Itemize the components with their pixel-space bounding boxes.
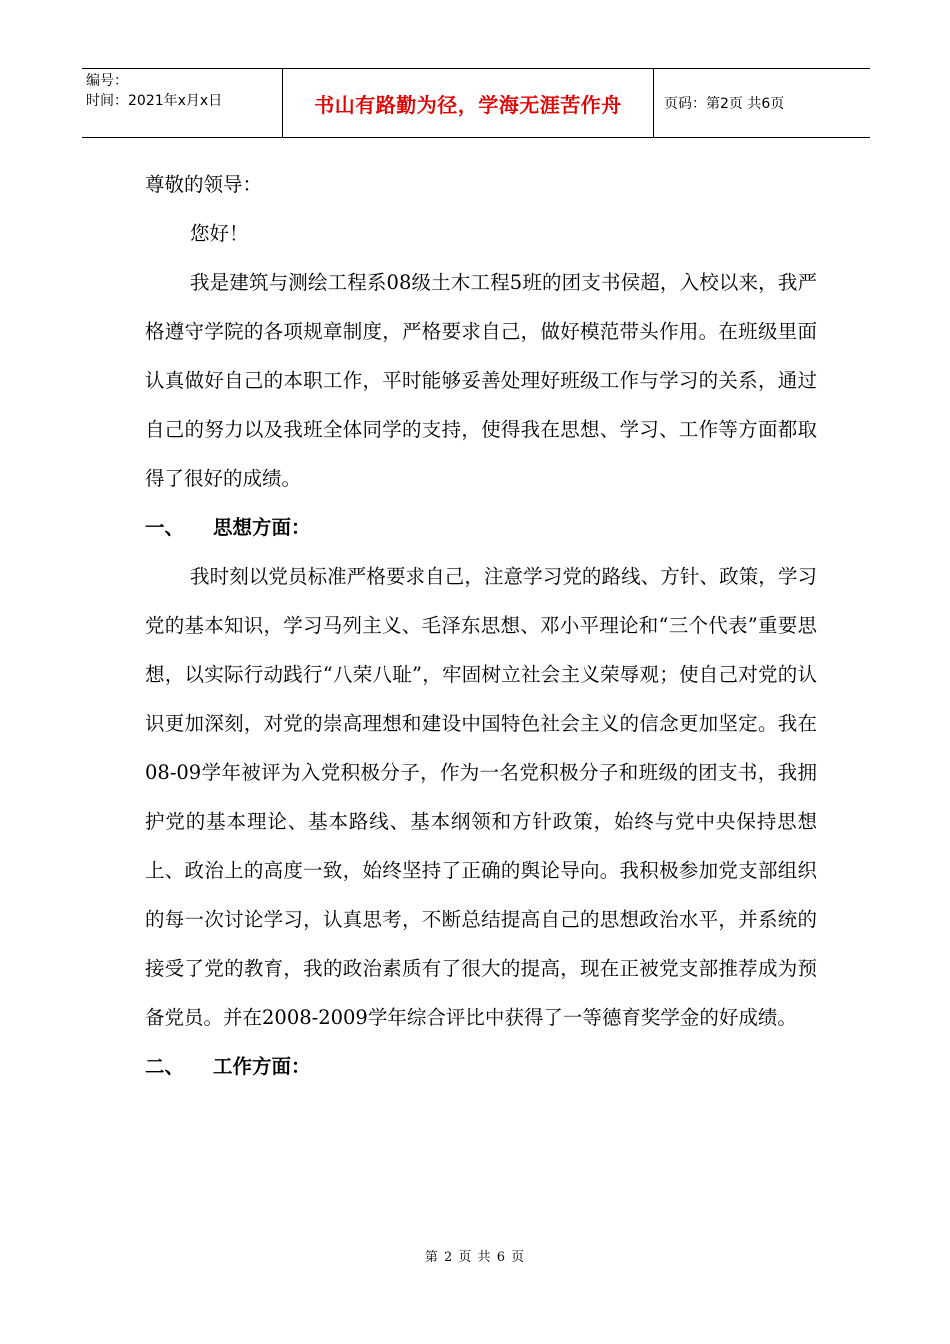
header-time-label: 时间：2021年x月x日 bbox=[86, 93, 223, 109]
section-number: 二、 bbox=[145, 1055, 185, 1078]
intro-paragraph: 我是建筑与测绘工程系08级土木工程5班的团支书侯超，入校以来，我严格遵守学院的各项规章制度，严格要求自己，做好模范带头作用。在班级里面认真做好自己的本职工作，平时能够妥善处理好班级工作与学习的关系，通过自己的努力以及我班全体同学的支持，使得我在思想、学习、工作等方面都取得了很好的成绩。 bbox=[145, 271, 817, 490]
page-footer: 第 2 页 共 6 页 bbox=[424, 1250, 526, 1265]
salutation: 尊敬的领导： bbox=[145, 173, 263, 196]
document-header bbox=[82, 68, 870, 138]
section-heading-work bbox=[145, 1042, 817, 1091]
section-heading-thought bbox=[145, 503, 817, 552]
thought-paragraph: 我时刻以党员标准严格要求自己，注意学习党的路线、方针、政策，学习党的基本知识，学习马列主义、毛泽东思想、邓小平理论和“三个代表”重要思想，以实际行动践行“八荣八耻”，牢固树立社会主义荣辱观；使自己对党的认识更加深刻，对党的崇高理想和建设中国特色社会主义的信念更加坚定。我在08-09学年被评为入党积极分子，作为一名党积极分子和班级的团支书，我拥护党的基本理论、基本路线、基本纲领和方针政策，始终与党中央保持思想上、政治上的高度一致，始终坚持了正确的舆论导向。我积极参加党支部组织的每一次讨论学习，认真思考，不断总结提高自己的思想政治水平，并系统的接受了党的教育，我的政治素质有了很大的提高，现在正被党支部推荐成为预备党员。并在2008-2009学年综合评比中获得了一等德育奖学金的好成绩。 bbox=[145, 565, 817, 1029]
section-title: 思想方面： bbox=[213, 516, 311, 539]
section-number: 一、 bbox=[145, 516, 185, 539]
header-number-label: 编号： bbox=[86, 73, 128, 89]
section-title: 工作方面： bbox=[213, 1055, 311, 1078]
header-motto: 书山有路勤为径，学海无涯苦作舟 bbox=[282, 69, 654, 137]
greeting: 您好！ bbox=[190, 222, 249, 245]
header-page-code: 页码：第2页 共6页 bbox=[664, 96, 785, 112]
header-meta bbox=[82, 69, 282, 137]
document-body bbox=[145, 160, 817, 1091]
